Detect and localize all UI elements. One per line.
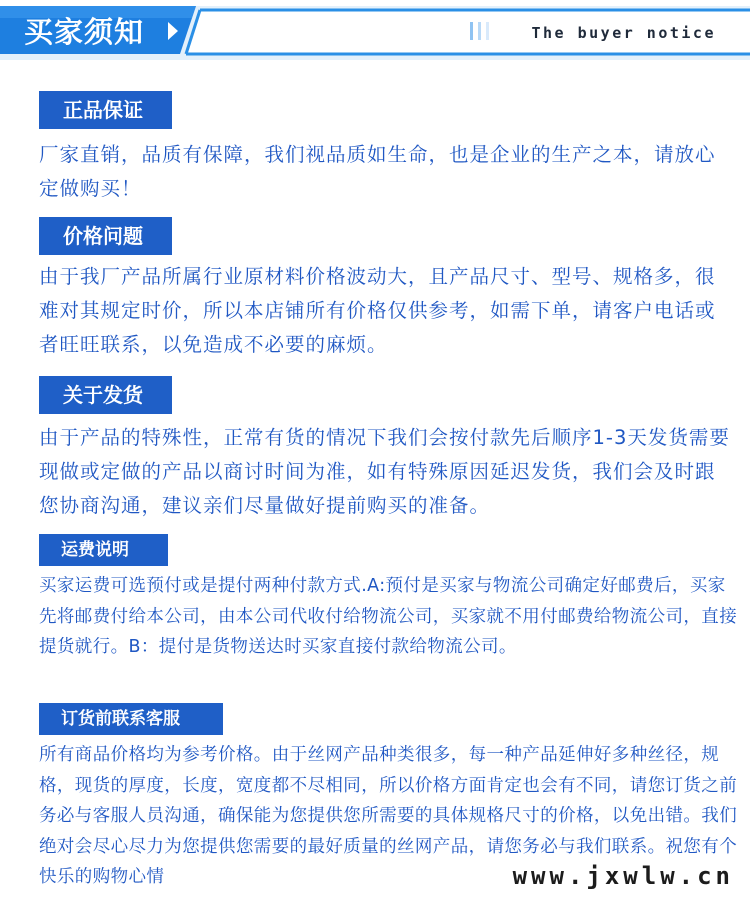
page-title: 买家须知 bbox=[24, 15, 145, 49]
banner-stripe bbox=[478, 22, 481, 40]
section-title: 订货前联系客服 bbox=[39, 703, 223, 735]
section-body: 由于产品的特殊性，正常有货的情况下我们会按付款先后顺序1-3天发货需要现做或定做的产品以商讨时间为准，如有特殊原因延迟发货，我们会及时跟您协商沟通，建议亲们尽量做好提前购买的准备。 bbox=[39, 426, 730, 517]
watermark-url: www.jxwlw.cn bbox=[509, 862, 738, 890]
banner-stripe bbox=[470, 22, 473, 40]
banner-stripe bbox=[486, 22, 489, 40]
section-body: 厂家直销，品质有保障，我们视品质如生命，也是企业的生产之本，请放心定做购买！ bbox=[39, 143, 716, 200]
section-title: 关于发货 bbox=[39, 376, 172, 414]
header-banner bbox=[0, 0, 750, 62]
section-body: 由于我厂产品所属行业原材料价格波动大，且产品尺寸、型号、规格多，很难对其规定时价，所以本店铺所有价格仅供参考，如需下单，请客户电话或者旺旺联系，以免造成不必要的麻烦。 bbox=[39, 265, 716, 356]
section-title: 价格问题 bbox=[39, 217, 172, 255]
section-body: 所有商品价格均为参考价格。由于丝网产品种类很多，每一种产品延伸好多种丝径，规格，现货的厚度，长度，宽度都不尽相同，所以价格方面肯定也会有不同，请您订货之前务必与客服人员沟通，确保能为您提供您所需要的具体规格尺寸的价格，以免出错。我们绝对会尽心尽力为您提供您需要的最好质量的丝网产品，请您务必与我们联系。祝您有个快乐的购物心情 bbox=[39, 745, 738, 887]
section-body: 买家运费可选预付或是提付两种付款方式.A:预付是买家与物流公司确定好邮费后，买家先将邮费付给本公司，由本公司代收付给物流公司，买家就不用付邮费给物流公司，直接提货就行。B：提付是货物送达时买家直接付款给物流公司。 bbox=[39, 576, 738, 657]
section-title: 运费说明 bbox=[39, 534, 168, 566]
section-title: 正品保证 bbox=[39, 91, 172, 129]
page-subtitle: The buyer notice bbox=[531, 24, 716, 42]
